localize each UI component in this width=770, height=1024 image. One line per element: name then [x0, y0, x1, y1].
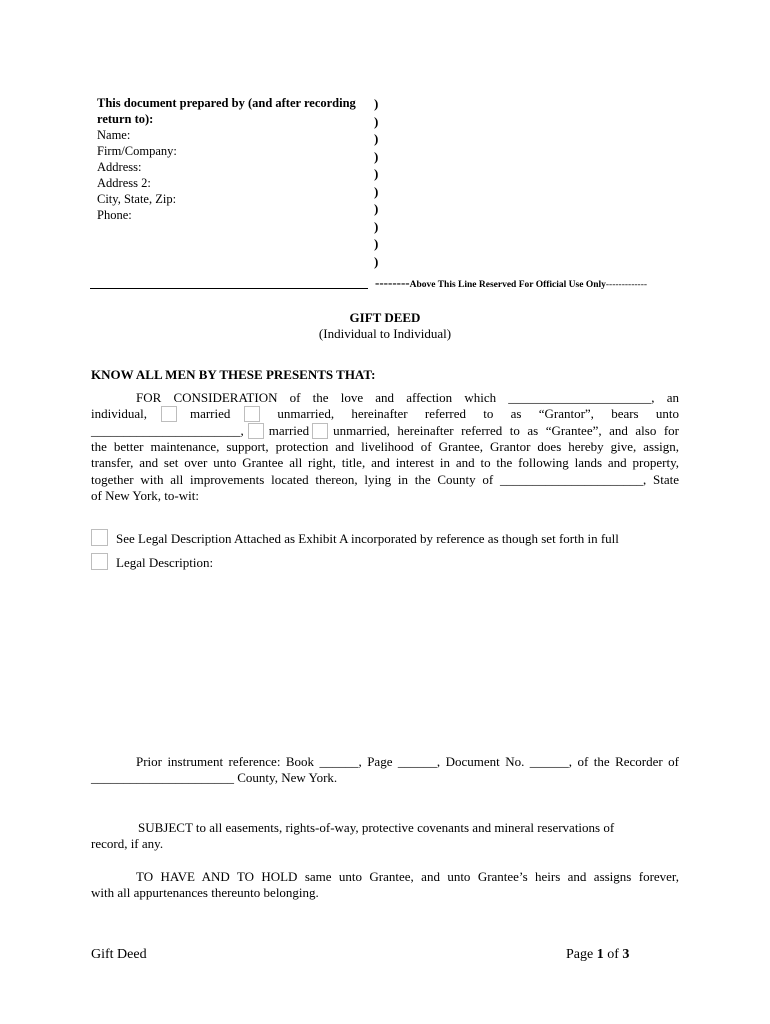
- field-address2-label: Address 2:: [97, 176, 151, 190]
- preparer-heading: This document prepared by (and after recording: [97, 96, 356, 110]
- page-word: Page: [566, 947, 594, 962]
- bracket: ): [374, 201, 379, 216]
- bracket-column: [374, 95, 378, 270]
- consideration-paragraph: [91, 390, 679, 510]
- bracket: ): [374, 166, 379, 181]
- bracket: ): [374, 253, 379, 269]
- bracket: ): [374, 96, 379, 111]
- exhibit-label: See Legal Description Attached as Exhibit A incorporated by reference as though set forth in full: [116, 531, 619, 546]
- legal-description-checkbox[interactable]: [91, 553, 108, 570]
- grantor-married-checkbox[interactable]: [161, 406, 177, 422]
- preparer-block: [97, 95, 372, 223]
- document-title: GIFT DEED: [349, 310, 421, 325]
- grantee-unmarried-text: unmarried, hereinafter referred to as “Grantee”, and also for: [333, 422, 679, 438]
- habendum-line-1: TO HAVE AND TO HOLD same unto Grantee, and unto Grantee’s heirs and assigns forever,: [136, 869, 679, 884]
- prior-instrument-paragraph: [91, 754, 679, 787]
- field-address-label: Address:: [97, 160, 142, 174]
- field-phone-label: Phone:: [97, 208, 132, 222]
- grantee-married-checkbox[interactable]: [248, 423, 264, 439]
- separator-line: [90, 288, 368, 289]
- legal-description-label: Legal Description:: [116, 555, 214, 570]
- married-label: married: [189, 406, 231, 422]
- habendum-line-2: with all appurtenances thereunto belonging.: [91, 885, 319, 901]
- footer-page-number: [566, 947, 629, 963]
- reserved-text: Above This Line Reserved For Official Use Only: [409, 280, 606, 290]
- bracket: ): [374, 131, 379, 146]
- consideration-line-2: [91, 406, 679, 422]
- bracket: ): [374, 183, 379, 199]
- grantor-unmarried-text: unmarried, hereinafter referred to as “Grantor”, bears unto: [277, 406, 679, 422]
- consideration-line-4: the better maintenance, support, protection and livelihood of Grantee, Grantor does hereby give, assign,: [91, 438, 679, 454]
- field-name-label: Name:: [97, 128, 131, 142]
- consideration-line-3: [91, 423, 679, 439]
- total-pages: 3: [622, 947, 630, 962]
- field-city-state-zip-label: City, State, Zip:: [97, 192, 177, 206]
- footer-doc-name: Gift Deed: [91, 947, 147, 962]
- grantor-unmarried-checkbox[interactable]: [244, 406, 260, 422]
- habendum-paragraph: [91, 869, 679, 902]
- consideration-line-6: together with all improvements located thereon, lying in the County of ______________________, State: [91, 471, 679, 487]
- know-all-heading: KNOW ALL MEN BY THESE PRESENTS THAT:: [91, 367, 376, 382]
- individual-text: individual,: [91, 406, 147, 422]
- preparer-heading-cont: return to):: [97, 112, 154, 126]
- reserved-lead-dashes: --------: [375, 275, 410, 290]
- legal-description-option: [91, 553, 213, 571]
- married-label: married: [268, 422, 310, 438]
- consideration-line-1: FOR CONSIDERATION of the love and affection which ______________________, an: [136, 390, 679, 405]
- reserved-notice: [375, 275, 647, 291]
- subject-paragraph: [91, 820, 679, 853]
- of-word: of: [607, 947, 619, 962]
- reserved-trail-dashes: -------------: [605, 280, 648, 290]
- exhibit-option: [91, 529, 619, 547]
- grantee-blank: _______________________,: [91, 422, 244, 438]
- current-page: 1: [596, 947, 604, 962]
- bracket: ): [374, 113, 379, 129]
- subject-line-2: record, if any.: [91, 836, 164, 852]
- document-subtitle: (Individual to Individual): [318, 326, 452, 341]
- exhibit-checkbox[interactable]: [91, 529, 108, 546]
- bracket: ): [374, 236, 379, 251]
- prior-line-2: ______________________ County, New York.: [91, 770, 338, 786]
- prior-line-1: Prior instrument reference: Book ______, Page ______, Document No. ______, of the Recorder of: [136, 754, 679, 769]
- bracket: ): [374, 148, 379, 164]
- consideration-line-5: transfer, and set over unto Grantee all right, title, and interest in and to the following lands and property,: [91, 455, 679, 471]
- subject-line-1: SUBJECT to all easements, rights-of-way, protective covenants and mineral reservations of: [138, 820, 615, 835]
- consideration-line-7: of New York, to-wit:: [91, 487, 199, 503]
- field-firm-label: Firm/Company:: [97, 144, 177, 158]
- bracket: ): [374, 218, 379, 234]
- grantee-unmarried-checkbox[interactable]: [312, 423, 328, 439]
